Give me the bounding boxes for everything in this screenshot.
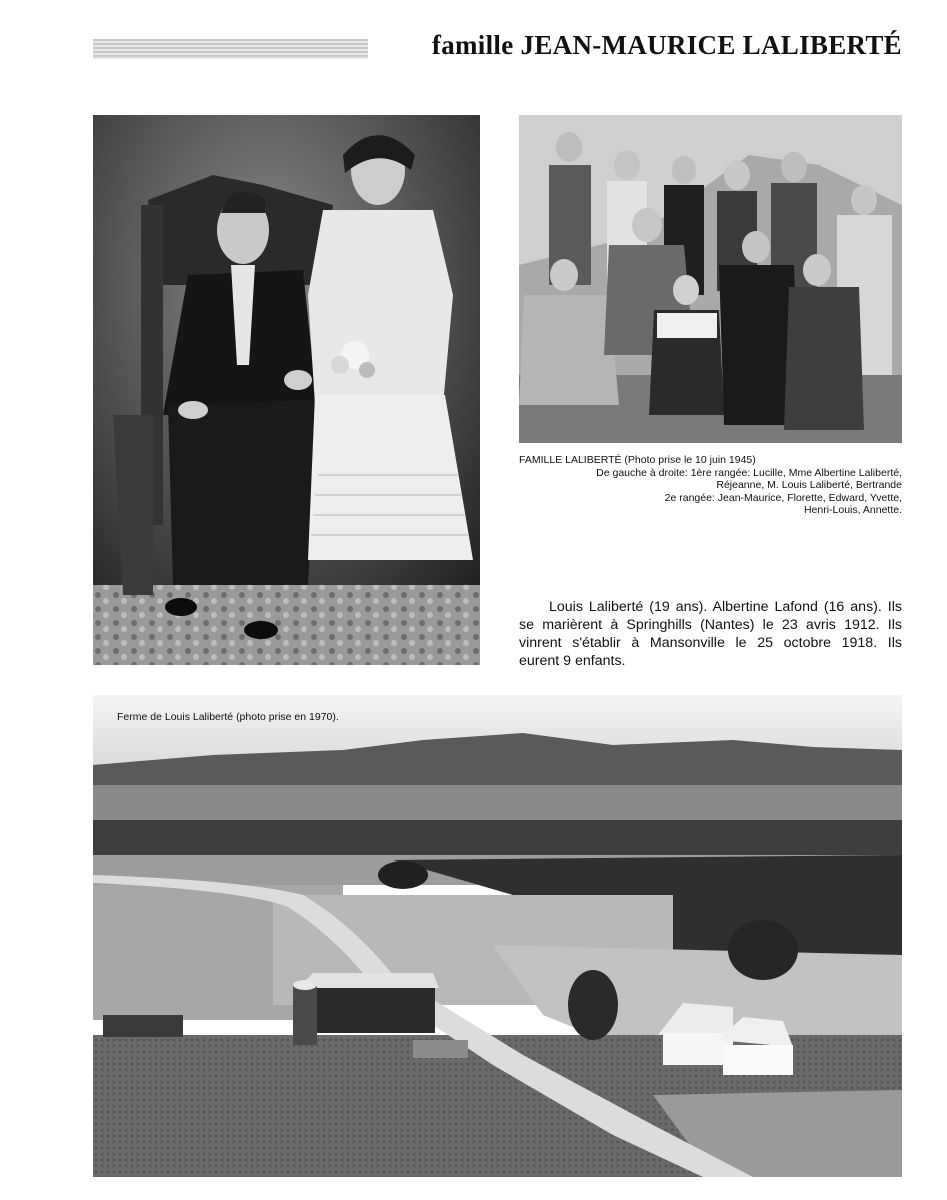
family-caption-row1: De gauche à droite: 1ère rangée: Lucille, Mme Albertine Laliberté,	[596, 466, 902, 479]
wedding-portrait-photo	[93, 115, 480, 665]
family-caption-title: FAMILLE LALIBERTÉ (Photo prise le 10 juin 1945)	[519, 454, 756, 466]
page-title: famille JEAN-MAURICE LALIBERTÉ	[431, 30, 902, 60]
family-caption-row2-cont: Henri-Louis, Annette.	[803, 504, 902, 516]
family-photo-caption	[519, 454, 902, 517]
story-paragraph	[519, 598, 902, 670]
story-line: Louis Laliberté (19 ans). Albertine Lafond (16 ans). Ils	[549, 599, 902, 615]
farm-landscape-photo	[93, 695, 902, 1177]
story-line: se marièrent à Springhills (Nantes) le 23 avris 1912. Ils	[519, 617, 902, 633]
family-caption-row1-cont: Réjeanne, M. Louis Laliberté, Bertrande	[716, 479, 902, 491]
story-line: eurent 9 enfants.	[519, 653, 626, 669]
story-line: vinrent s'établir à Mansonville le 25 octobre 1918. Ils	[519, 635, 902, 651]
farm-photo-caption: Ferme de Louis Laliberté (photo prise en 1970).	[117, 711, 339, 723]
family-caption-row2: 2e rangée: Jean-Maurice, Florette, Edward, Yvette,	[664, 491, 902, 504]
family-group-photo	[519, 115, 902, 443]
header-rule	[93, 39, 368, 59]
